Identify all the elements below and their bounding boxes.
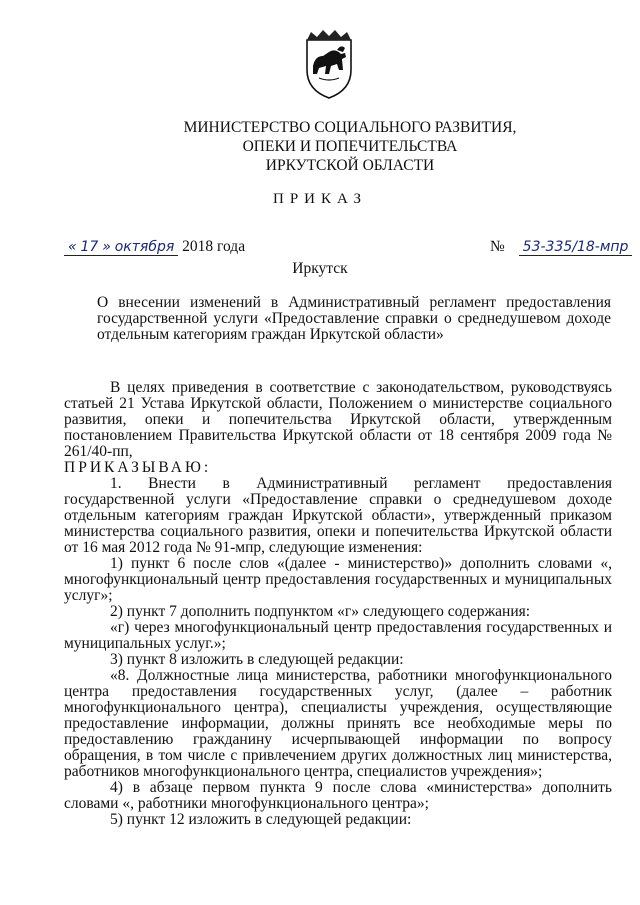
date-year: 2018 года (182, 238, 246, 255)
date-day-slot (64, 239, 178, 256)
body-paragraph: «г) через многофункциональный центр предоставления государственных и муниципальных услуг.»; (64, 619, 612, 652)
body-paragraph: 4) в абзаце первом пункта 9 после слова «министерства» дополнить словами «, работники многофункционального центра»; (64, 779, 612, 812)
ministry-line-2: ОПЕКИ И ПОПЕЧИТЕЛЬСТВА (242, 138, 458, 155)
number-sign: № (490, 238, 505, 255)
order-word: ПРИКАЗЫВАЮ: (64, 459, 212, 476)
order-body (64, 380, 612, 828)
preamble-paragraph: В целях приведения в соответствие с законодательством, руководствуясь статьей 21 Устава Иркутской области, Положением о министерстве социального развития, опеки и попечительства Иркутской области, утвержденным постановлением Правительства Иркутской области от 18 сентября 2009 года № 261/40-пп, (64, 379, 612, 460)
date-month: октября (114, 239, 175, 255)
date-day: 17 (80, 239, 99, 255)
order-date (64, 238, 245, 256)
body-paragraph: 5) пункт 12 изложить в следующей редакции: (110, 811, 412, 828)
order-subject: О внесении изменений в Административный регламент предоставления государственной услуги «Предоставление справки о среднедушевом доходе отдельным категориям граждан Иркутской области» (97, 294, 611, 343)
body-paragraph: 2) пункт 7 дополнить подпунктом «г» следующего содержания: (110, 603, 531, 620)
city-name: Иркутск (292, 260, 348, 277)
order-number (490, 238, 632, 256)
ministry-line-1: МИНИСТЕРСТВО СОЦИАЛЬНОГО РАЗВИТИЯ, (183, 119, 517, 136)
date-close-quote: » (102, 239, 111, 255)
ministry-name (150, 118, 550, 175)
number-value: 53-335/18-мпр (519, 239, 633, 256)
coat-of-arms-emblem (299, 26, 359, 102)
body-paragraph: 1) пункт 6 после слов «(далее - министерство)» дополнить словами «, многофункциональный центр предоставления государственных и муниципальных услуг»; (64, 555, 612, 604)
document-type-title: ПРИКАЗ (273, 191, 367, 207)
date-open-quote: « (68, 239, 77, 255)
body-paragraph: 3) пункт 8 изложить в следующей редакции: (110, 651, 404, 668)
body-paragraph: «8. Должностные лица министерства, работники многофункционального центра предоставления государственных услуг, (далее – работник многофункционального центра), специалисты учреждения, осуществляющие предоставление информации, должны принять все необходимые меры по предоставлению гражданину исчерпывающей информации по вопросу обращения, в том числе с привлечением других должностных лиц министерства, работников многофункционального центра, специалистов учреждения»; (64, 667, 612, 780)
body-paragraph: 1. Внести в Административный регламент предоставления государственной услуги «Предоставление справки о среднедушевом доходе отдельным категориям граждан Иркутской области», утвержденный приказом министерства социального развития, опеки и попечительства Иркутской области от 16 мая 2012 года № 91-мпр, следующие изменения: (64, 475, 612, 556)
ministry-line-3: ИРКУТСКОЙ ОБЛАСТИ (265, 157, 435, 174)
